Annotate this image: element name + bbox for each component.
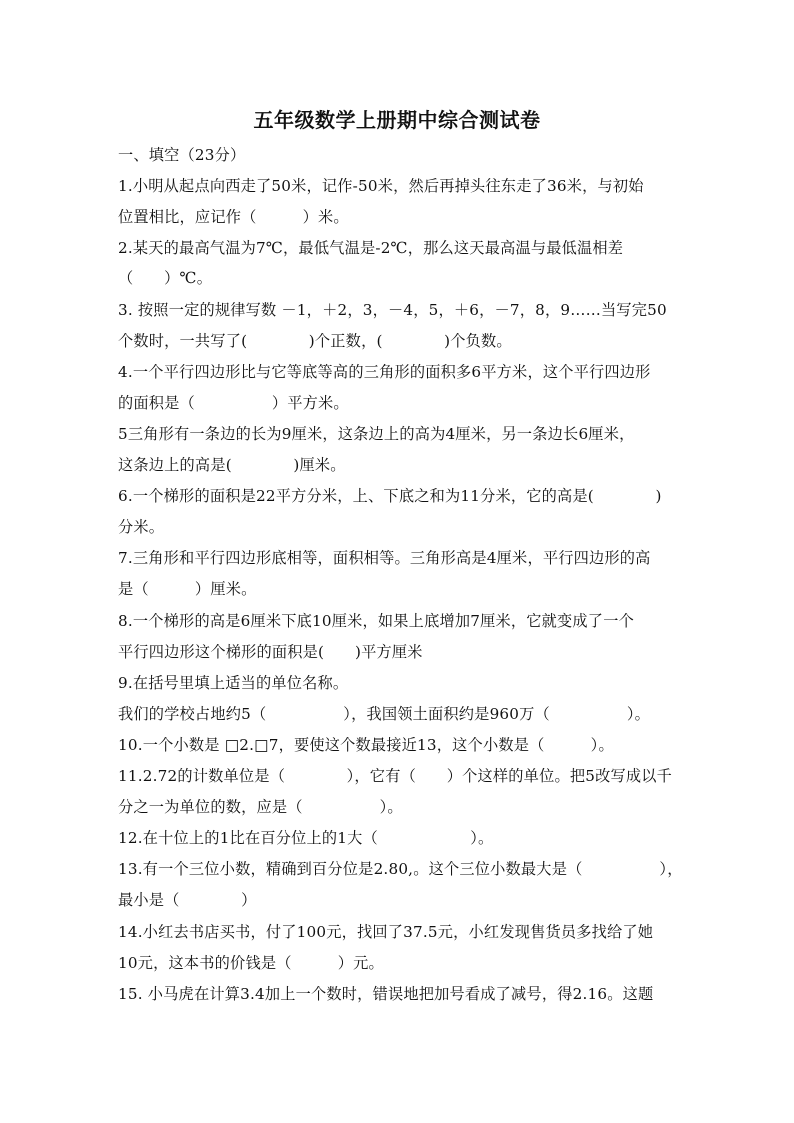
question-line: 平行四边形这个梯形的面积是( )平方厘米 <box>118 643 423 661</box>
question-line: 11.2.72的计数单位是（ ），它有（ ）个这样的单位。把5改写成以千 <box>118 767 673 785</box>
question-line: 分之一为单位的数，应是（ ）。 <box>118 798 403 816</box>
question-line: 7.三角形和平行四边形底相等，面积相等。三角形高是4厘米，平行四边形的高 <box>118 549 651 567</box>
question-line: 个数时，一共写了( )个正数，( )个负数。 <box>118 332 512 350</box>
question-line: 的面积是（ ）平方米。 <box>118 394 349 412</box>
question-line: 6.一个梯形的面积是22平方分米，上、下底之和为11分米，它的高是( ) <box>118 487 662 505</box>
question-line: 10元，这本书的价钱是（ ）元。 <box>118 954 384 972</box>
question-line: 8.一个梯形的高是6厘米下底10厘米，如果上底增加7厘米，它就变成了一个 <box>118 612 634 630</box>
section-heading: 一、填空（23分） <box>118 146 246 164</box>
question-line: 分米。 <box>118 518 165 536</box>
question-line: 位置相比，应记作（ ）米。 <box>118 208 349 226</box>
exam-title: 五年级数学上册期中综合测试卷 <box>253 108 541 132</box>
question-line: 2.某天的最高气温为7℃，最低气温是-2℃，那么这天最高温与最低温相差 <box>118 239 624 257</box>
question-line: 10.一个小数是 □2.□7，要使这个数最接近13，这个小数是（ ）。 <box>118 736 614 754</box>
question-line: 13.有一个三位小数，精确到百分位是2.80,。这个三位小数最大是（ ）， <box>118 860 683 878</box>
question-line: （ ）℃。 <box>118 269 213 287</box>
question-line: 9.在括号里填上适当的单位名称。 <box>118 674 349 692</box>
question-line: 是（ ）厘米。 <box>118 580 257 598</box>
question-line: 最小是（ ） <box>118 891 257 909</box>
question-line: 1.小明从起点向西走了50米，记作-50米，然后再掉头往东走了36米，与初始 <box>118 177 644 195</box>
question-line: 15. 小马虎在计算3.4加上一个数时，错误地把加号看成了减号，得2.16。这题 <box>118 985 654 1003</box>
question-line: 这条边上的高是( )厘米。 <box>118 456 346 474</box>
question-line: 3. 按照一定的规律写数 －1，＋2，3，－4，5，＋6，－7，8，9……当写完50 <box>118 301 667 319</box>
question-line: 5三角形有一条边的长为9厘米，这条边上的高为4厘米，另一条边长6厘米， <box>118 425 635 443</box>
question-line: 4.一个平行四边形比与它等底等高的三角形的面积多6平方米，这个平行四边形 <box>118 363 651 381</box>
question-line: 我们的学校占地约5（ ），我国领土面积约是960万（ ）。 <box>118 705 651 723</box>
question-line: 12.在十位上的1比在百分位上的1大（ ）。 <box>118 829 494 847</box>
question-line: 14.小红去书店买书，付了100元，找回了37.5元，小红发现售货员多找给了她 <box>118 923 654 941</box>
